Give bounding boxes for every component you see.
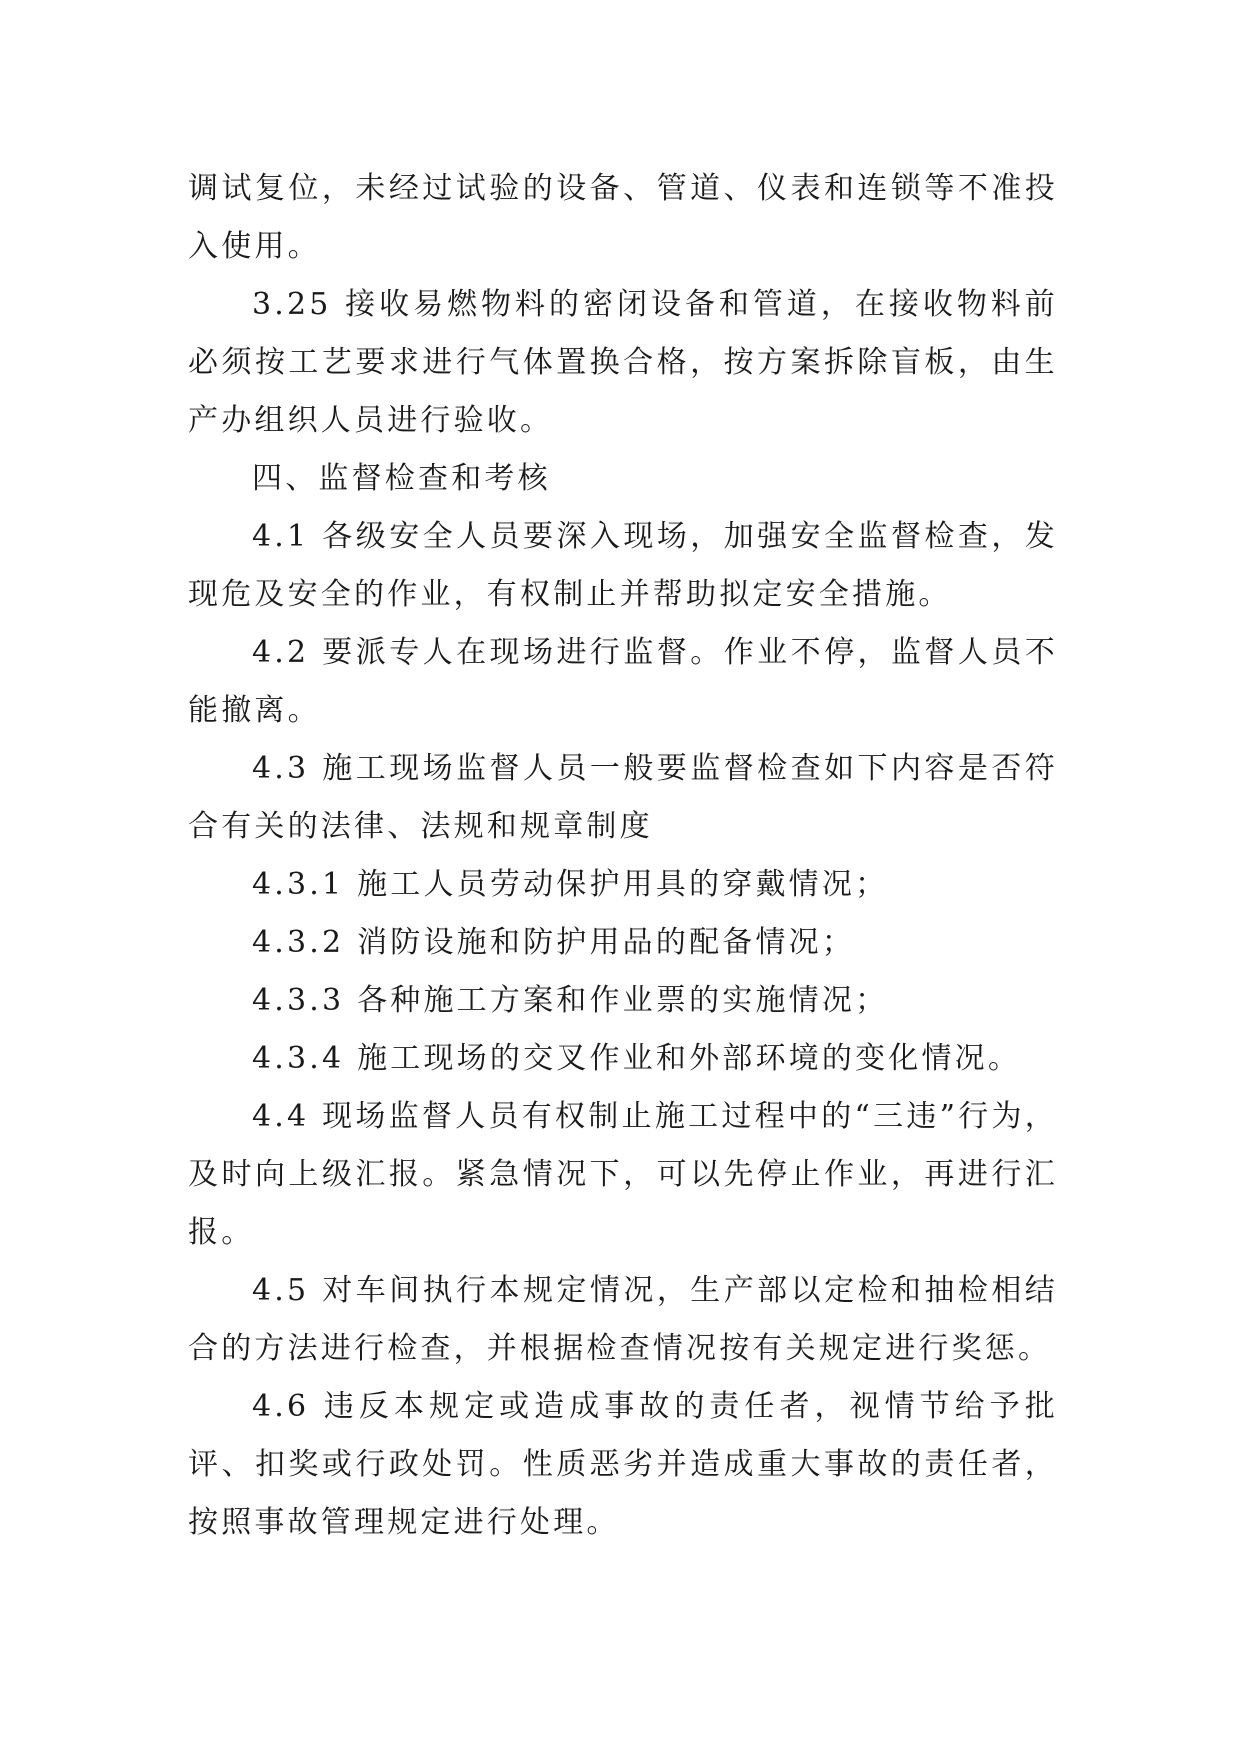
- document-body: [188, 160, 1058, 1552]
- paragraph-4-4: 4.4 现场监督人员有权制止施工过程中的“三违”行为，及时向上级汇报。紧急情况下，可以先停止作业，再进行汇报。: [188, 1099, 1058, 1250]
- paragraph-continuation: 调试复位，未经过试验的设备、管道、仪表和连锁等不准投入使用。: [188, 171, 1058, 264]
- section-heading-4: 四、监督检查和考核: [252, 461, 551, 496]
- paragraph-4-1: 4.1 各级安全人员要深入现场，加强安全监督检查，发现危及安全的作业，有权制止并帮助拟定安全措施。: [188, 519, 1058, 612]
- paragraph-4-6: 4.6 违反本规定或造成事故的责任者，视情节给予批评、扣奖或行政处罚。性质恶劣并造成重大事故的责任者，按照事故管理规定进行处理。: [188, 1389, 1058, 1540]
- paragraph-3-25: 3.25 接收易燃物料的密闭设备和管道，在接收物料前必须按工艺要求进行气体置换合格，按方案拆除盲板，由生产办组织人员进行验收。: [188, 287, 1058, 438]
- paragraph-4-3-2: 4.3.2 消防设施和防护用品的配备情况；: [252, 925, 856, 960]
- paragraph-4-3-1: 4.3.1 施工人员劳动保护用具的穿戴情况；: [252, 867, 889, 902]
- paragraph-4-3-3: 4.3.3 各种施工方案和作业票的实施情况；: [252, 983, 889, 1018]
- paragraph-4-5: 4.5 对车间执行本规定情况，生产部以定检和抽检相结合的方法进行检查，并根据检查情况按有关规定进行奖惩。: [188, 1273, 1058, 1366]
- paragraph-4-3: 4.3 施工现场监督人员一般要监督检查如下内容是否符合有关的法律、法规和规章制度: [188, 751, 1058, 844]
- paragraph-4-2: 4.2 要派专人在现场进行监督。作业不停，监督人员不能撤离。: [188, 635, 1058, 728]
- paragraph-4-3-4: 4.3.4 施工现场的交叉作业和外部环境的变化情况。: [252, 1041, 1022, 1076]
